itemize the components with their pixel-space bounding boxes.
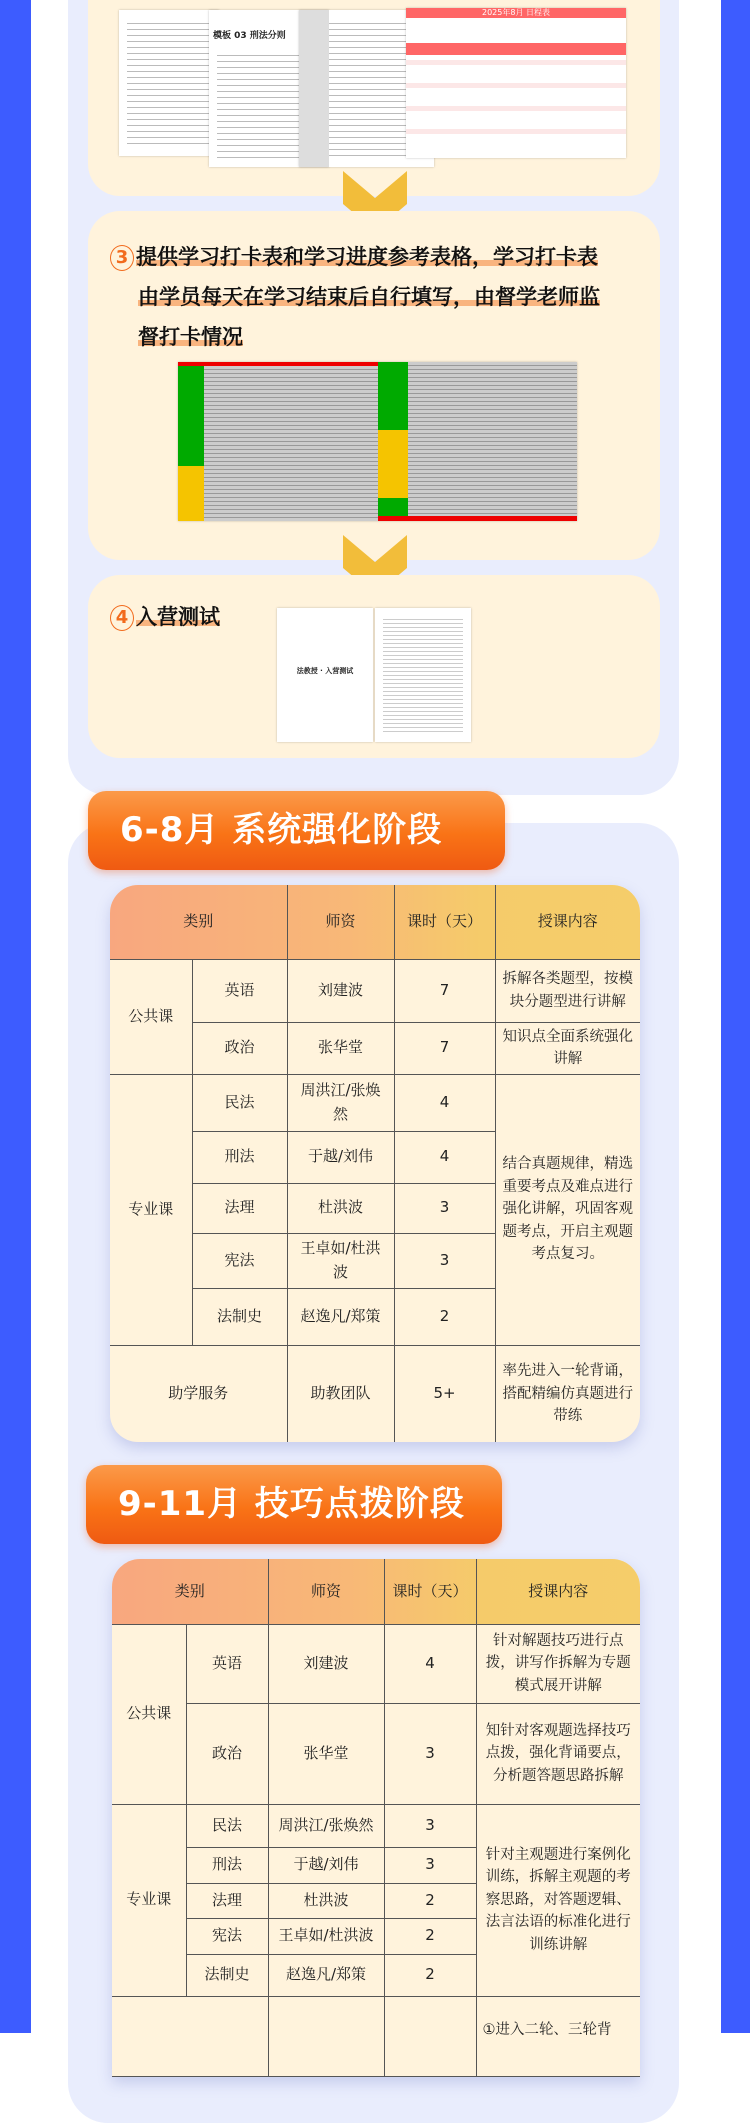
subject-cell: 宪法: [186, 1918, 268, 1954]
days-cell: 2: [384, 1883, 476, 1918]
days-cell: 2: [384, 1918, 476, 1954]
content-cell: 知识点全面系统强化讲解: [495, 1022, 640, 1074]
header-days: 课时（天）: [384, 1559, 476, 1624]
subject-cell: 英语: [186, 1624, 268, 1703]
step-3-card: [88, 211, 660, 560]
schedule-table-9-11: [112, 1559, 640, 2077]
header-category: 类别: [110, 885, 287, 959]
step-3-line-2: 由学员每天在学习结束后自行填写，由督学老师监: [138, 285, 600, 309]
subject-cell: 民法: [192, 1074, 287, 1131]
schedule-table-6-8: [110, 885, 640, 1442]
teacher-cell: 赵逸凡/郑策: [287, 1288, 394, 1345]
subject-cell: 法理: [186, 1883, 268, 1918]
table-row: [112, 1996, 640, 2076]
days-cell: 7: [394, 959, 495, 1022]
content-cell: 针对解题技巧进行点拨，讲写作拆解为专题模式展开讲解: [476, 1624, 640, 1703]
category-cell: 公共课: [110, 959, 192, 1074]
table-row: [110, 959, 640, 1022]
teacher-cell: 于越/刘伟: [268, 1847, 384, 1883]
calendar-image: [406, 8, 626, 158]
checkin-spreadsheet-image: [178, 362, 577, 521]
content-cell: 知针对客观题选择技巧点拨，强化背诵要点，分析题答题思路拆解: [476, 1703, 640, 1804]
category-cell: 专业课: [110, 1074, 192, 1345]
subject-cell: 政治: [186, 1703, 268, 1804]
days-cell: 4: [394, 1074, 495, 1131]
days-cell: 3: [384, 1703, 476, 1804]
header-content: 授课内容: [495, 885, 640, 959]
teacher-cell: 助教团队: [287, 1345, 394, 1442]
header-content: 授课内容: [476, 1559, 640, 1624]
test-cover-image: [277, 608, 373, 742]
left-blue-border: [0, 0, 31, 2033]
days-cell: 4: [394, 1131, 495, 1183]
test-cover-title: 法教授 · 入营测试: [296, 667, 354, 675]
right-blue-border: [721, 0, 750, 2033]
days-cell: 2: [394, 1288, 495, 1345]
days-cell: 3: [384, 1847, 476, 1883]
step-number-badge: 4: [110, 605, 134, 631]
subject-cell: 民法: [186, 1804, 268, 1847]
teacher-cell: 刘建波: [287, 959, 394, 1022]
category-cell: 专业课: [112, 1804, 186, 1996]
test-page-image: [375, 608, 471, 742]
days-cell: 3: [384, 1804, 476, 1847]
content-cell: ①进入二轮、三轮背: [476, 1996, 640, 2076]
subject-cell: 英语: [192, 959, 287, 1022]
step-2-card: [88, 0, 660, 196]
content-cell: 针对主观题进行案例化训练，拆解主观题的考察思路，对答题逻辑、法言法语的标准化进行训练讲解: [476, 1804, 640, 1996]
step-3-title: [110, 237, 600, 357]
teacher-cell: 于越/刘伟: [287, 1131, 394, 1183]
subject-cell: 政治: [192, 1022, 287, 1074]
days-cell: 7: [394, 1022, 495, 1074]
table-row: [112, 1804, 640, 1847]
table-row: [112, 1624, 640, 1703]
subject-cell: 刑法: [186, 1847, 268, 1883]
header-teacher: 师资: [268, 1559, 384, 1624]
teacher-cell: 杜洪波: [268, 1883, 384, 1918]
teacher-cell: 王卓如/杜洪波: [287, 1233, 394, 1288]
step-3-line-1: 提供学习打卡表和学习进度参考表格，学习打卡表: [136, 245, 598, 269]
subject-cell: 刑法: [192, 1131, 287, 1183]
teacher-cell: 张华堂: [268, 1703, 384, 1804]
content-cell: 结合真题规律，精选重要考点及难点进行强化讲解，巩固客观题考点，开启主观题考点复习。: [495, 1074, 640, 1345]
subject-cell: 法理: [192, 1183, 287, 1233]
calendar-title: 2025年8月 日程表: [406, 8, 626, 18]
step-4-label: 入营测试: [136, 605, 220, 629]
days-cell: 4: [384, 1624, 476, 1703]
days-cell: 3: [394, 1183, 495, 1233]
content-cell: 拆解各类题型，按模块分题型进行讲解: [495, 959, 640, 1022]
step-4-card: [88, 575, 660, 758]
template-title: 模板 03 刑法分则: [213, 31, 286, 41]
days-cell: 2: [384, 1954, 476, 1996]
teacher-cell: 张华堂: [287, 1022, 394, 1074]
subject-cell: 法制史: [192, 1288, 287, 1345]
schedule-sheet-image: [119, 10, 219, 156]
table-row: [110, 1345, 640, 1442]
subject-cell: 宪法: [192, 1233, 287, 1288]
header-days: 课时（天）: [394, 885, 495, 959]
teacher-cell: 周洪江/张焕然: [287, 1074, 394, 1131]
teacher-cell: 刘建波: [268, 1624, 384, 1703]
subject-cell: 法制史: [186, 1954, 268, 1996]
table-row: [110, 1074, 640, 1131]
header-category: 类别: [112, 1559, 268, 1624]
teacher-cell: 赵逸凡/郑策: [268, 1954, 384, 1996]
content-cell: 率先进入一轮背诵，搭配精编仿真题进行带练: [495, 1345, 640, 1442]
category-cell: 公共课: [112, 1624, 186, 1804]
step-number-badge: 3: [110, 245, 134, 271]
table-row: [112, 1703, 640, 1804]
teacher-cell: 王卓如/杜洪波: [268, 1918, 384, 1954]
step-4-title: [110, 597, 220, 637]
days-cell: 5+: [394, 1345, 495, 1442]
section-title-9-11: 9-11月 技巧点拨阶段: [86, 1465, 502, 1544]
header-teacher: 师资: [287, 885, 394, 959]
step-3-line-3: 督打卡情况: [138, 325, 243, 349]
days-cell: 3: [394, 1233, 495, 1288]
section-title-6-8: 6-8月 系统强化阶段: [88, 791, 505, 870]
teacher-cell: 杜洪波: [287, 1183, 394, 1233]
category-cell: 助学服务: [110, 1345, 287, 1442]
teacher-cell: 周洪江/张焕然: [268, 1804, 384, 1847]
